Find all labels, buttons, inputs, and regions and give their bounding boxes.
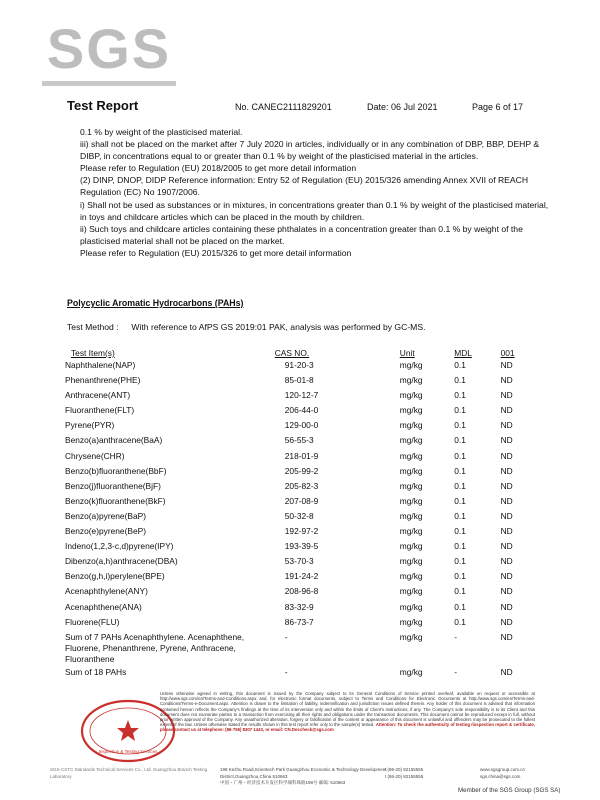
cell-test-item: Naphthalene(NAP) xyxy=(65,360,136,370)
legal-disclaimer xyxy=(160,691,535,733)
cell-unit: mg/kg xyxy=(399,360,423,370)
cell-test-item: Acenaphthene(ANA) xyxy=(65,601,142,612)
table-row xyxy=(63,481,543,496)
cell-cas-no: 86-73-7 xyxy=(284,616,314,627)
cell-unit: mg/kg xyxy=(399,465,423,476)
cell-test-item: Acenaphthylene(ANY) xyxy=(65,586,148,597)
table-row xyxy=(63,632,543,667)
cell-mdl: 0.1 xyxy=(454,526,466,537)
page-indicator: Page 6 of 17 xyxy=(472,102,524,112)
cell-result: ND xyxy=(500,465,513,476)
note-line: Please refer to Regulation (EU) 2015/326 to get more detail information xyxy=(80,247,352,258)
logo-underline xyxy=(42,81,176,86)
cell-result: ND xyxy=(500,420,513,431)
table-row xyxy=(63,602,543,617)
cell-test-item: Fluoranthene(FLT) xyxy=(65,405,135,416)
test-method xyxy=(67,322,567,332)
cell-unit: mg/kg xyxy=(399,480,423,491)
cell-test-item: Benzo(e)pyrene(BeP) xyxy=(65,526,146,537)
cell-result: ND xyxy=(500,616,513,627)
phone-1: t (86-20) 82155555 xyxy=(385,767,424,772)
report-title: Test Report xyxy=(67,98,139,113)
cell-test-item: Benzo(g,h,i)perylene(BPE) xyxy=(65,571,165,582)
regulation-notes xyxy=(80,126,552,259)
cell-mdl: 0.1 xyxy=(454,390,466,401)
cell-cas-no: 205-82-3 xyxy=(284,480,319,491)
cell-test-item: Benzo(b)fluoranthene(BbF) xyxy=(65,465,167,476)
cell-unit: mg/kg xyxy=(399,571,423,582)
phone-2: t (86-20) 82155555 xyxy=(385,773,424,779)
cell-cas-no: 120-12-7 xyxy=(284,390,319,401)
note-line: Please refer to Regulation (EU) 2018/2005 to get more detail information xyxy=(80,163,357,174)
table-row xyxy=(63,511,543,526)
cell-result: ND xyxy=(500,541,513,552)
cell-test-item: Chrysene(CHR) xyxy=(65,450,125,461)
cell-test-item: Benzo(a)anthracene(BaA) xyxy=(65,435,163,446)
report-date: Date: 06 Jul 2021 xyxy=(367,102,438,112)
col-header-unit: Unit xyxy=(399,348,415,358)
cell-unit: mg/kg xyxy=(399,375,423,386)
disclaimer-text: Unless otherwise agreed in writing, this document is issued by the Company subject to its General Conditions of Service printed overleaf, available on request or accessible at http://www.sgs.com/en/Terms-and-Conditions.aspx and, for electronic format documents, subject to Terms and Conditions for Electronic Documents at http://www.sgs.com/en/Terms-and-Conditions/Terms-e-Document.aspx. Attention is drawn to the limitation of liability, indemnification and jurisdiction issues defined therein. Any holder of this document is advised that information contained hereon reflects the Company's findings at the time of its intervention only and within the limits of Client's instructions, if any. The Company's sole responsibility is to its Client and this document does not exonerate parties to a transaction from exercising all their rights and obligations under the transaction documents. This document cannot be reproduced except in full, without prior written approval of the Company. Any unauthorized alteration, forgery or falsification of the content or appearance of this document is unlawful and offenders may be prosecuted to the fullest extent of the law. Unless otherwise stated the results shown in this test report refer only to the sample(s) tested. xyxy=(160,691,535,728)
cell-cas-no: 129-00-0 xyxy=(284,420,319,431)
cell-test-item: Sum of 7 PAHs Acenaphthylene. Acenaphthene, Fluorene, Phenanthrene, Pyrene, Anthracene, Fluoranthene xyxy=(65,631,245,664)
sgs-logo-text: SGS xyxy=(46,17,172,80)
cell-mdl: 0.1 xyxy=(454,571,466,582)
cell-result: ND xyxy=(500,510,513,521)
cell-unit: mg/kg xyxy=(399,601,423,612)
cell-test-item: Benzo(a)pyrene(BaP) xyxy=(65,510,146,521)
lab-name: SGS-CSTC Standards Technical Services Co., Ltd. Guangzhou Branch Testing Laboratory xyxy=(50,767,208,779)
table-row xyxy=(63,496,543,511)
cell-unit: mg/kg xyxy=(399,435,423,446)
note-line: 0.1 % by weight of the plasticised material. xyxy=(80,127,243,137)
table-row xyxy=(63,571,543,586)
cell-mdl: 0.1 xyxy=(454,616,466,627)
cell-test-item: Pyrene(PYR) xyxy=(65,420,115,431)
cell-cas-no: 218-01-9 xyxy=(284,450,319,461)
cell-result: ND xyxy=(500,405,513,416)
note-line: iii) shall not be placed on the market after 7 July 2020 in articles, individually or in any combination of DBP, BBP, DEHP & DIBP, in concentrations equal to or greater than 0.1 % by weight of the plasticised material in the articles. xyxy=(80,139,540,162)
section-title: Polycyclic Aromatic Hydrocarbons (PAHs) xyxy=(67,298,244,308)
cell-mdl: 0.1 xyxy=(454,495,466,506)
test-method-label: Test Method : xyxy=(67,322,119,332)
cell-cas-no: - xyxy=(284,666,288,677)
table-row xyxy=(63,586,543,601)
cell-cas-no: 56-55-3 xyxy=(284,435,314,446)
table-row xyxy=(63,556,543,571)
cell-cas-no: 205-99-2 xyxy=(284,465,319,476)
table-row xyxy=(63,466,543,481)
address-chinese: 中国・广州・经济技术开发区科学城科珠路198号 邮编: 510663 xyxy=(220,780,346,785)
cell-test-item: Dibenzo(a,h)anthracene(DBA) xyxy=(65,556,178,567)
cell-result: ND xyxy=(500,601,513,612)
cell-result: ND xyxy=(500,480,513,491)
cell-mdl: 0.1 xyxy=(454,556,466,567)
table-row xyxy=(63,420,543,435)
cell-unit: mg/kg xyxy=(399,390,423,401)
report-number: No. CANEC2111829201 xyxy=(235,102,332,112)
seal-text: Inspection & Testing Services xyxy=(98,749,158,754)
table-row xyxy=(63,435,543,450)
cell-test-item: Benzo(j)fluoranthene(BjF) xyxy=(65,480,161,491)
phone-block xyxy=(385,767,485,780)
table-row xyxy=(63,390,543,405)
table-row xyxy=(63,667,543,682)
cell-mdl: 0.1 xyxy=(454,435,466,446)
web-block xyxy=(480,767,580,780)
cell-mdl: 0.1 xyxy=(454,480,466,491)
cell-test-item: Fluorene(FLU) xyxy=(65,616,120,627)
cell-cas-no: 208-96-8 xyxy=(284,586,319,597)
cell-mdl: 0.1 xyxy=(454,510,466,521)
cell-mdl: - xyxy=(454,666,458,677)
cell-result: ND xyxy=(500,526,513,537)
cell-test-item: Anthracene(ANT) xyxy=(65,390,131,401)
cell-result: ND xyxy=(500,666,513,677)
address-english: 198 Kezhu Road,Scientech Park Guangzhou Economic & Technology Development District,Guangzhou,China 510663 xyxy=(220,767,387,779)
cell-unit: mg/kg xyxy=(399,510,423,521)
table-row xyxy=(63,617,543,632)
cell-unit: mg/kg xyxy=(399,420,423,431)
cell-unit: mg/kg xyxy=(399,450,423,461)
cell-cas-no: 193-39-5 xyxy=(284,541,319,552)
cell-unit: mg/kg xyxy=(399,495,423,506)
report-header xyxy=(67,98,547,117)
cell-mdl: 0.1 xyxy=(454,420,466,431)
cell-mdl: 0.1 xyxy=(454,541,466,552)
cell-cas-no: 53-70-3 xyxy=(284,556,314,567)
cell-mdl: 0.1 xyxy=(454,450,466,461)
cell-mdl: - xyxy=(454,631,458,642)
cell-test-item: Indeno(1,2,3-c,d)pyrene(IPY) xyxy=(65,541,174,552)
cell-result: ND xyxy=(500,556,513,567)
col-header-result: 001 xyxy=(500,348,515,358)
note-line: ii) Such toys and childcare articles containing these phthalates in a concentration greater than 0.1 % by weight of the plasticised material shall not be placed on the market. xyxy=(80,223,523,246)
col-header-item: Test Item(s) xyxy=(71,348,115,358)
attention-note: Attention: To check the authenticity of testing /inspection report & certificate, please contact us at telephone: (86-755) 8307 1443, or email: CN.Doccheck@sgs.com xyxy=(160,722,535,733)
table-row xyxy=(63,526,543,541)
address-block xyxy=(50,767,570,787)
cell-result: ND xyxy=(500,390,513,401)
table-row xyxy=(63,375,543,390)
cell-result: ND xyxy=(500,450,513,461)
table-header-row xyxy=(63,348,543,360)
cell-unit: mg/kg xyxy=(399,586,423,597)
cell-result: ND xyxy=(500,495,513,506)
cell-cas-no: 85-01-8 xyxy=(284,375,314,386)
cell-unit: mg/kg xyxy=(399,556,423,567)
cell-cas-no: 83-32-9 xyxy=(284,601,314,612)
cell-result: ND xyxy=(500,360,513,370)
note-line: (2) DINP, DNOP, DIDP Reference information: Entry 52 of Regulation (EU) 2015/326 amending Annex XVII of REACH Regulation (EC) No 1907/2006. xyxy=(80,175,529,198)
member-note: Member of the SGS Group (SGS SA) xyxy=(458,787,561,794)
cell-cas-no: 192-97-2 xyxy=(284,526,319,537)
sgs-logo xyxy=(34,18,184,88)
note-line: i) Shall not be used as substances or in mixtures, in concentrations greater than 0.1 % by weight of the plasticised material, in toys and childcare articles which can be placed in the mouth by children. xyxy=(80,199,549,222)
cell-unit: mg/kg xyxy=(399,631,423,642)
col-header-mdl: MDL xyxy=(454,348,472,358)
test-method-text: With reference to AfPS GS 2019:01 PAK, analysis was performed by GC-MS. xyxy=(131,322,426,332)
cell-mdl: 0.1 xyxy=(454,586,466,597)
cell-result: ND xyxy=(500,586,513,597)
col-header-cas: CAS NO. xyxy=(274,348,310,358)
cell-cas-no: 191-24-2 xyxy=(284,571,319,582)
cell-test-item: Benzo(k)fluoranthene(BkF) xyxy=(65,495,166,506)
table-row xyxy=(63,405,543,420)
cell-mdl: 0.1 xyxy=(454,375,466,386)
cell-unit: mg/kg xyxy=(399,541,423,552)
cell-cas-no: 91-20-3 xyxy=(284,360,314,370)
cell-result: ND xyxy=(500,571,513,582)
results-table xyxy=(63,348,543,682)
table-row xyxy=(63,451,543,466)
table-row xyxy=(63,541,543,556)
cell-mdl: 0.1 xyxy=(454,360,466,370)
cell-cas-no: 50-32-8 xyxy=(284,510,314,521)
cell-test-item: Phenanthrene(PHE) xyxy=(65,375,141,386)
cell-result: ND xyxy=(500,435,513,446)
table-row xyxy=(63,360,543,375)
cell-mdl: 0.1 xyxy=(454,405,466,416)
website-link[interactable]: www.sgsgroup.com.cn xyxy=(480,767,526,772)
cell-mdl: 0.1 xyxy=(454,465,466,476)
email-link[interactable]: sgs.china@sgs.com xyxy=(480,773,521,779)
cell-unit: mg/kg xyxy=(399,405,423,416)
cell-unit: mg/kg xyxy=(399,526,423,537)
cell-result: ND xyxy=(500,631,513,642)
cell-cas-no: - xyxy=(284,631,288,642)
cell-result: ND xyxy=(500,375,513,386)
cell-cas-no: 207-08-9 xyxy=(284,495,319,506)
cell-unit: mg/kg xyxy=(399,666,423,677)
cell-test-item: Sum of 18 PAHs xyxy=(65,666,127,677)
cell-cas-no: 206-44-0 xyxy=(284,405,319,416)
cell-mdl: 0.1 xyxy=(454,601,466,612)
cell-unit: mg/kg xyxy=(399,616,423,627)
